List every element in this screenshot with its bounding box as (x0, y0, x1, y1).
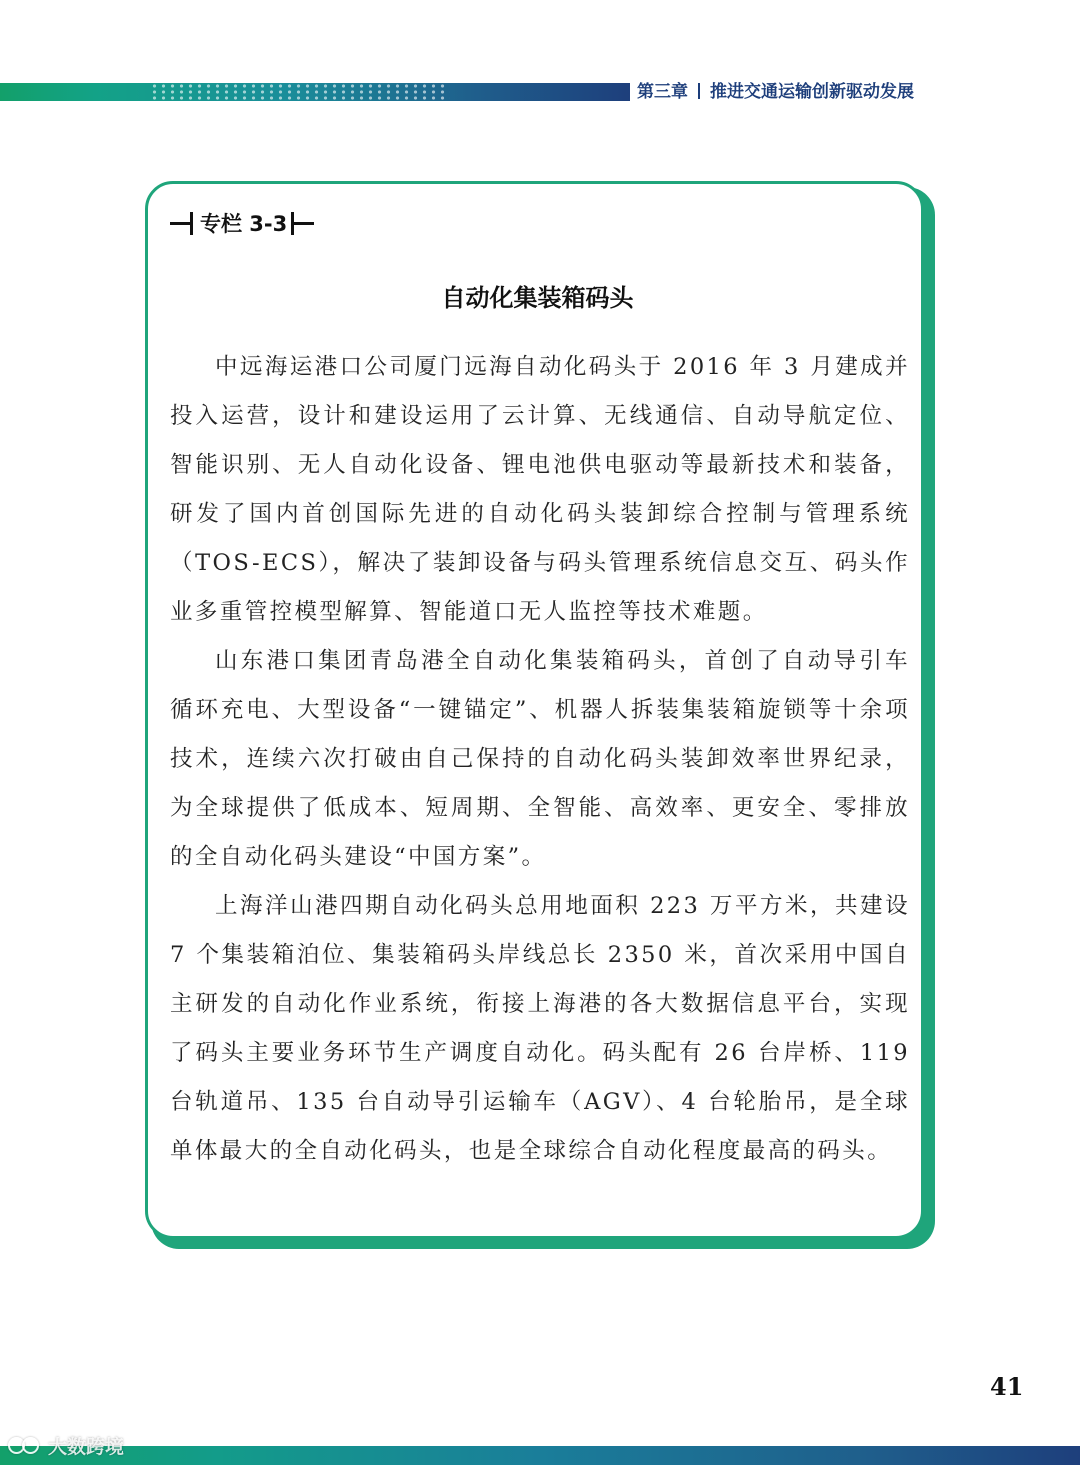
paragraph: 上海洋山港四期自动化码头总用地面积 223 万平方米，共建设 7 个集装箱泊位、集装箱码头岸线总长 2350 米，首次采用中国自主研发的自动化作业系统，衔接上海港的各大数据信息平台，实现了码头主要业务环节生产调度自动化。码头配有 26 台岸桥、119 台轨道吊、135 台自动导引运输车（AGV）、4 台轮胎吊，是全球单体最大的全自动化码头，也是全球综合自动化程度最高的码头。 (170, 893, 910, 1164)
footer-color-band (0, 1446, 1080, 1465)
paragraph: 中远海运港口公司厦门远海自动化码头于 2016 年 3 月建成并投入运营，设计和建设运用了云计算、无线通信、自动导航定位、智能识别、无人自动化设备、锂电池供电驱动等最新技术和装备，研发了国内首创国际先进的自动化码头装卸综合控制与管理系统（TOS-ECS），解决了装卸设备与码头管理系统信息交互、码头作业多重管控模型解算、智能道口无人监控等技术难题。 (170, 354, 910, 625)
header-dot-pattern (150, 83, 450, 101)
page-number: 41 (990, 1372, 1024, 1401)
column-body (170, 343, 910, 1176)
chapter-header (637, 80, 914, 104)
column-title: 自动化集装箱码头 (441, 284, 634, 312)
header-separator (698, 83, 700, 99)
chapter-number: 第三章 (637, 82, 688, 102)
header-color-band (0, 83, 630, 101)
watermark (8, 1430, 124, 1460)
watermark-logo-icon (8, 1435, 42, 1455)
watermark-text: 大数跨境 (48, 1435, 125, 1458)
chapter-title: 推进交通运输创新驱动发展 (710, 82, 914, 102)
column-label-text: 专栏 3-3 (200, 212, 288, 236)
column-label (170, 208, 315, 238)
paragraph: 山东港口集团青岛港全自动化集装箱码头，首创了自动导引车循环充电、大型设备“一键锚定”、机器人拆装集装箱旋锁等十余项技术，连续六次打破由自己保持的自动化码头装卸效率世界纪录，为全球提供了低成本、短周期、全智能、高效率、更安全、零排放的全自动化码头建设“中国方案”。 (170, 648, 910, 870)
label-bracket-right-icon (291, 212, 315, 234)
label-bracket-left-icon (170, 212, 194, 234)
